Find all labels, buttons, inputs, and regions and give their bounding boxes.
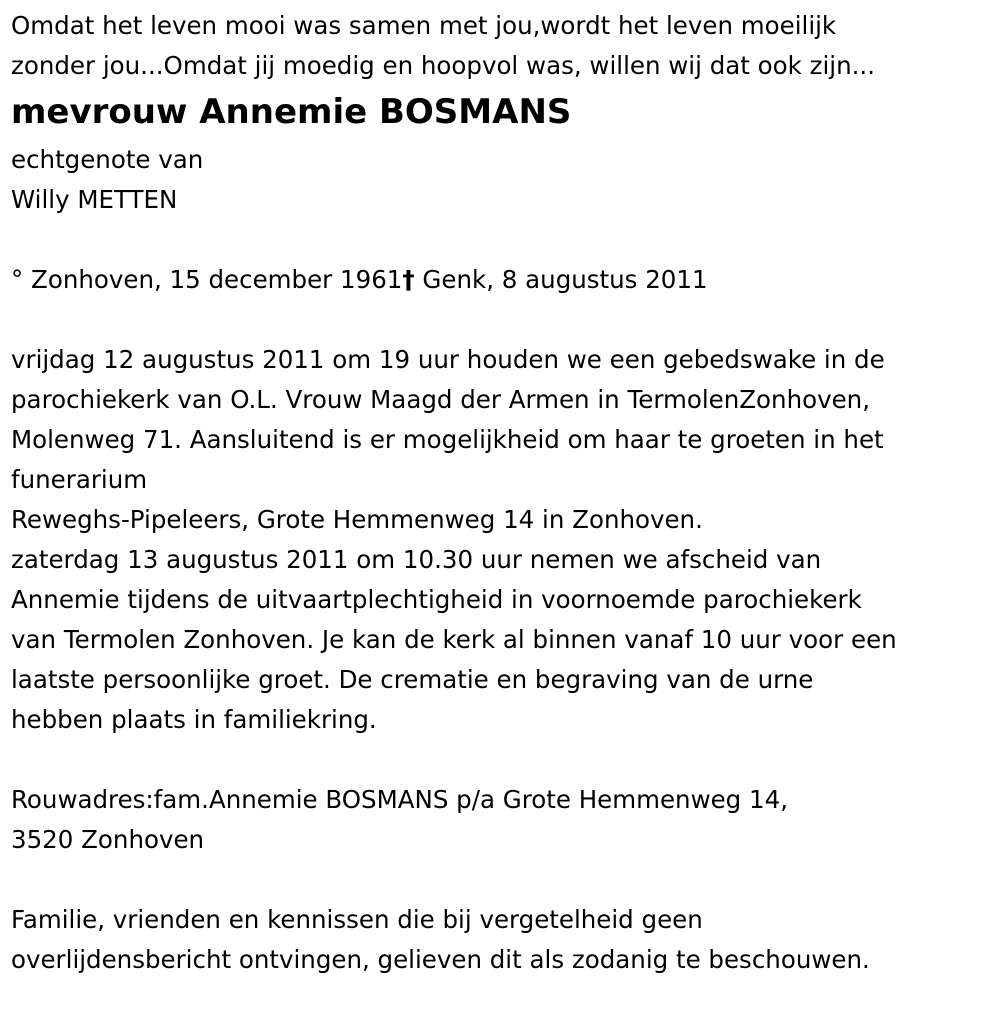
ceremony-line: Reweghs-Pipeleers, Grote Hemmenweg 14 in Zonhoven. (11, 505, 703, 534)
obituary-notice (11, 6, 991, 980)
birth-date: Zonhoven, 15 december 1961 (31, 265, 403, 294)
deceased-name: mevrouw Annemie BOSMANS (11, 92, 572, 132)
intro-line-1: Omdat het leven mooi was samen met jou,wordt het leven moeilijk (11, 11, 837, 40)
ceremony-line: parochiekerk van O.L. Vrouw Maagd der Armen in TermolenZonhoven, (11, 385, 870, 414)
ceremony-line: laatste persoonlijke groet. De crematie en begraving van de urne (11, 665, 814, 694)
ceremony-line: Annemie tijdens de uitvaartplechtigheid in voornoemde parochiekerk (11, 585, 862, 614)
birth-symbol: ° (11, 265, 24, 294)
address-line-1: Rouwadres:fam.Annemie BOSMANS p/a Grote Hemmenweg 14, (11, 785, 788, 814)
relation-text: echtgenote van (11, 145, 204, 174)
address-line-2: 3520 Zonhoven (11, 825, 205, 854)
ceremony-line: vrijdag 12 augustus 2011 om 19 uur houden we een gebedswake in de (11, 345, 885, 374)
death-symbol: † (402, 265, 415, 294)
dates-line (11, 260, 991, 300)
ceremony-line: funerarium (11, 465, 148, 494)
ceremony-line: zaterdag 13 augustus 2011 om 10.30 uur nemen we afscheid van (11, 545, 822, 574)
death-date: Genk, 8 augustus 2011 (422, 265, 708, 294)
ceremony-line: hebben plaats in familiekring. (11, 705, 377, 734)
intro-line-2: zonder jou...Omdat jij moedig en hoopvol was, willen wij dat ook zijn... (11, 51, 875, 80)
ceremony-line: van Termolen Zonhoven. Je kan de kerk al binnen vanaf 10 uur voor een (11, 625, 897, 654)
closing-line-1: Familie, vrienden en kennissen die bij vergetelheid geen (11, 905, 703, 934)
closing-line-2: overlijdensbericht ontvingen, gelieven dit als zodanig te beschouwen. (11, 945, 870, 974)
ceremony-line: Molenweg 71. Aansluitend is er mogelijkheid om haar te groeten in het (11, 425, 884, 454)
spouse-name: Willy METTEN (11, 185, 178, 214)
